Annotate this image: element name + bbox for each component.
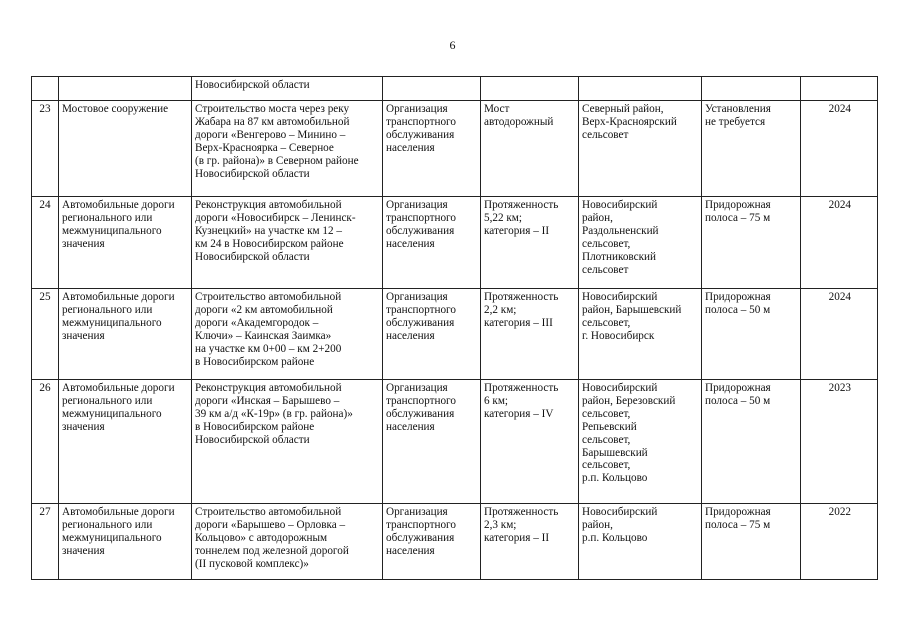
cell-description-line: Верх-Красноярка – Северное xyxy=(195,141,334,154)
cell-characteristics xyxy=(481,289,579,380)
cell-zone-line: полоса – 75 м xyxy=(705,518,771,531)
cell-purpose-line: транспортного xyxy=(386,518,456,531)
cell-purpose-line: обслуживания xyxy=(386,407,455,420)
page-number: 6 xyxy=(449,38,456,52)
cell-zone-line: Установления xyxy=(705,103,771,115)
cell-description-line: Новосибирской области xyxy=(195,250,310,263)
cell-purpose-line: Организация xyxy=(386,506,448,518)
cell-zone-line: Придорожная xyxy=(705,506,771,518)
cell-description-line: дороги «Новосибирск – Ленинск- xyxy=(195,211,356,224)
cell-characteristics xyxy=(481,77,579,101)
cell-description-line: Новосибирской области xyxy=(195,433,310,446)
cell-characteristics-line: 2,2 км; xyxy=(484,303,517,316)
cell-purpose xyxy=(383,380,481,504)
cell-name-line: значения xyxy=(62,329,105,342)
cell-zone-line: Придорожная xyxy=(705,291,771,303)
cell-description-line: км 24 в Новосибирском районе xyxy=(195,237,344,250)
cell-location-line: сельсовет xyxy=(582,128,629,141)
cell-description xyxy=(192,504,383,580)
cell-description-line: Строительство автомобильной xyxy=(195,291,342,303)
cell-description-line: Ключи» – Каинская Заимка» xyxy=(195,329,332,342)
cell-name-line: значения xyxy=(62,420,105,433)
cell-name-line: межмуниципального xyxy=(62,531,162,544)
cell-zone xyxy=(702,504,801,580)
cell-name-line: регионального или xyxy=(62,211,153,224)
cell-number: 25 xyxy=(32,289,59,380)
cell-zone-line: не требуется xyxy=(705,115,766,128)
cell-zone xyxy=(702,101,801,197)
cell-characteristics-line: автодорожный xyxy=(484,115,554,128)
cell-characteristics-line: Протяженность xyxy=(484,506,559,518)
cell-description-line: в Новосибирском районе xyxy=(195,420,315,433)
cell-characteristics xyxy=(481,101,579,197)
cell-description-line: Новосибирской области xyxy=(195,167,310,180)
cell-characteristics-line: Протяженность xyxy=(484,382,559,394)
cell-description-line: Кольцово» с автодорожным xyxy=(195,531,328,544)
cell-name-line: межмуниципального xyxy=(62,224,162,237)
table-row xyxy=(32,380,878,504)
cell-location-line: Новосибирский xyxy=(582,506,658,518)
cell-characteristics-line: Протяженность xyxy=(484,291,559,303)
cell-purpose-line: обслуживания xyxy=(386,128,455,141)
cell-location-line: Раздольненский xyxy=(582,224,659,237)
cell-purpose-line: Организация xyxy=(386,103,448,115)
cell-year: 2024 xyxy=(801,289,878,380)
cell-location-line: район, xyxy=(582,211,613,224)
cell-zone xyxy=(702,289,801,380)
cell-purpose xyxy=(383,101,481,197)
cell-purpose xyxy=(383,77,481,101)
cell-zone-line: Придорожная xyxy=(705,199,771,211)
table-row xyxy=(32,197,878,289)
cell-name xyxy=(59,77,192,101)
cell-characteristics-line: категория – III xyxy=(484,316,553,329)
cell-name-line: Автомобильные дороги xyxy=(62,199,175,211)
cell-purpose xyxy=(383,197,481,289)
cell-location xyxy=(579,77,702,101)
cell-location xyxy=(579,504,702,580)
cell-description-line: Реконструкция автомобильной xyxy=(195,382,342,394)
cell-location xyxy=(579,101,702,197)
cell-purpose xyxy=(383,289,481,380)
objects-table xyxy=(31,76,878,580)
cell-name-line: значения xyxy=(62,544,105,557)
cell-year: 2024 xyxy=(801,197,878,289)
cell-name xyxy=(59,101,192,197)
cell-description-line: Строительство автомобильной xyxy=(195,506,342,518)
cell-description-line: дороги «Венгерово – Минино – xyxy=(195,128,346,141)
cell-name xyxy=(59,380,192,504)
cell-description-line: дороги «Инская – Барышево – xyxy=(195,394,340,407)
cell-location-line: сельсовет, xyxy=(582,407,631,420)
cell-purpose-line: Организация xyxy=(386,382,448,394)
cell-number xyxy=(32,77,59,101)
cell-location xyxy=(579,289,702,380)
cell-description-line: Реконструкция автомобильной xyxy=(195,199,342,211)
cell-location-line: сельсовет, xyxy=(582,237,631,250)
cell-location xyxy=(579,197,702,289)
cell-name-line: Автомобильные дороги xyxy=(62,382,175,394)
cell-number: 26 xyxy=(32,380,59,504)
cell-characteristics-line: Протяженность xyxy=(484,199,559,211)
cell-location-line: Верх-Красноярский xyxy=(582,115,677,128)
cell-characteristics-line: Мост xyxy=(484,103,510,115)
cell-description xyxy=(192,197,383,289)
cell-description-line: Новосибирской области xyxy=(195,79,310,91)
cell-location-line: р.п. Кольцово xyxy=(582,472,648,485)
cell-description-line: (II пусковой комплекс)» xyxy=(195,557,309,570)
table-row xyxy=(32,289,878,380)
cell-location-line: сельсовет, xyxy=(582,433,631,446)
cell-description xyxy=(192,101,383,197)
cell-year xyxy=(801,77,878,101)
cell-name xyxy=(59,289,192,380)
cell-purpose-line: обслуживания xyxy=(386,531,455,544)
cell-name-line: значения xyxy=(62,237,105,250)
cell-description-line: на участке км 0+00 – км 2+200 xyxy=(195,342,342,355)
cell-purpose-line: Организация xyxy=(386,291,448,303)
cell-description xyxy=(192,289,383,380)
cell-location-line: район, Барышевский xyxy=(582,303,682,316)
cell-purpose-line: транспортного xyxy=(386,394,456,407)
cell-purpose-line: Организация xyxy=(386,199,448,211)
cell-name-line: Мостовое сооружение xyxy=(62,103,169,115)
cell-description-line: Кузнецкий» на участке км 12 – xyxy=(195,224,342,237)
cell-zone-line: полоса – 75 м xyxy=(705,211,771,224)
cell-name-line: регионального или xyxy=(62,303,153,316)
cell-purpose-line: населения xyxy=(386,141,435,154)
cell-purpose-line: населения xyxy=(386,329,435,342)
cell-location-line: Барышевский xyxy=(582,446,648,459)
cell-description-line: дороги «2 км автомобильной xyxy=(195,303,333,316)
cell-purpose-line: населения xyxy=(386,420,435,433)
cell-description xyxy=(192,77,383,101)
cell-location-line: Новосибирский xyxy=(582,291,658,303)
cell-characteristics-line: категория – II xyxy=(484,224,550,237)
cell-description-line: дороги «Академгородок – xyxy=(195,316,319,329)
cell-number: 23 xyxy=(32,101,59,197)
cell-description-line: (в гр. района)» в Северном районе xyxy=(195,154,359,167)
cell-location-line: Новосибирский xyxy=(582,199,658,211)
cell-year: 2023 xyxy=(801,380,878,504)
cell-location-line: Северный район, xyxy=(582,103,664,115)
cell-description xyxy=(192,380,383,504)
cell-zone-line: полоса – 50 м xyxy=(705,303,771,316)
cell-location-line: Репьевский xyxy=(582,420,637,433)
cell-location-line: сельсовет, xyxy=(582,459,631,472)
cell-name-line: межмуниципального xyxy=(62,407,162,420)
cell-zone xyxy=(702,380,801,504)
cell-location-line: район, xyxy=(582,518,613,531)
cell-characteristics-line: категория – II xyxy=(484,531,550,544)
cell-characteristics-line: категория – IV xyxy=(484,407,554,420)
table-row xyxy=(32,101,878,197)
cell-location xyxy=(579,380,702,504)
cell-year: 2022 xyxy=(801,504,878,580)
cell-location-line: сельсовет, xyxy=(582,316,631,329)
cell-characteristics xyxy=(481,197,579,289)
cell-year: 2024 xyxy=(801,101,878,197)
cell-description-line: тоннелем под железной дорогой xyxy=(195,544,349,557)
cell-description-line: 39 км а/д «К-19р» (в гр. района)» xyxy=(195,407,353,420)
cell-purpose-line: населения xyxy=(386,544,435,557)
cell-purpose-line: обслуживания xyxy=(386,224,455,237)
cell-name xyxy=(59,504,192,580)
cell-name-line: межмуниципального xyxy=(62,316,162,329)
cell-purpose-line: транспортного xyxy=(386,303,456,316)
cell-characteristics xyxy=(481,380,579,504)
cell-location-line: г. Новосибирск xyxy=(582,329,655,342)
table-row-continued xyxy=(32,77,878,101)
cell-zone-line: Придорожная xyxy=(705,382,771,394)
cell-number: 24 xyxy=(32,197,59,289)
cell-description-line: дороги «Барышево – Орловка – xyxy=(195,518,346,531)
cell-purpose-line: обслуживания xyxy=(386,316,455,329)
cell-purpose xyxy=(383,504,481,580)
table-row xyxy=(32,504,878,580)
cell-location-line: р.п. Кольцово xyxy=(582,531,648,544)
cell-location-line: Плотниковский xyxy=(582,250,657,263)
cell-zone xyxy=(702,197,801,289)
cell-zone xyxy=(702,77,801,101)
cell-zone-line: полоса – 50 м xyxy=(705,394,771,407)
cell-description-line: в Новосибирском районе xyxy=(195,355,315,368)
cell-number: 27 xyxy=(32,504,59,580)
cell-name-line: регионального или xyxy=(62,394,153,407)
cell-characteristics-line: 6 км; xyxy=(484,394,509,407)
cell-description-line: Строительство моста через реку xyxy=(195,103,350,115)
cell-purpose-line: транспортного xyxy=(386,115,456,128)
cell-characteristics-line: 5,22 км; xyxy=(484,211,522,224)
cell-purpose-line: транспортного xyxy=(386,211,456,224)
cell-name-line: регионального или xyxy=(62,518,153,531)
cell-name-line: Автомобильные дороги xyxy=(62,506,175,518)
cell-name xyxy=(59,197,192,289)
cell-characteristics xyxy=(481,504,579,580)
cell-description-line: Жабара на 87 км автомобильной xyxy=(195,115,350,128)
cell-characteristics-line: 2,3 км; xyxy=(484,518,517,531)
cell-location-line: Новосибирский xyxy=(582,382,658,394)
cell-purpose-line: населения xyxy=(386,237,435,250)
cell-name-line: Автомобильные дороги xyxy=(62,291,175,303)
cell-location-line: сельсовет xyxy=(582,263,629,276)
cell-location-line: район, Березовский xyxy=(582,394,676,407)
